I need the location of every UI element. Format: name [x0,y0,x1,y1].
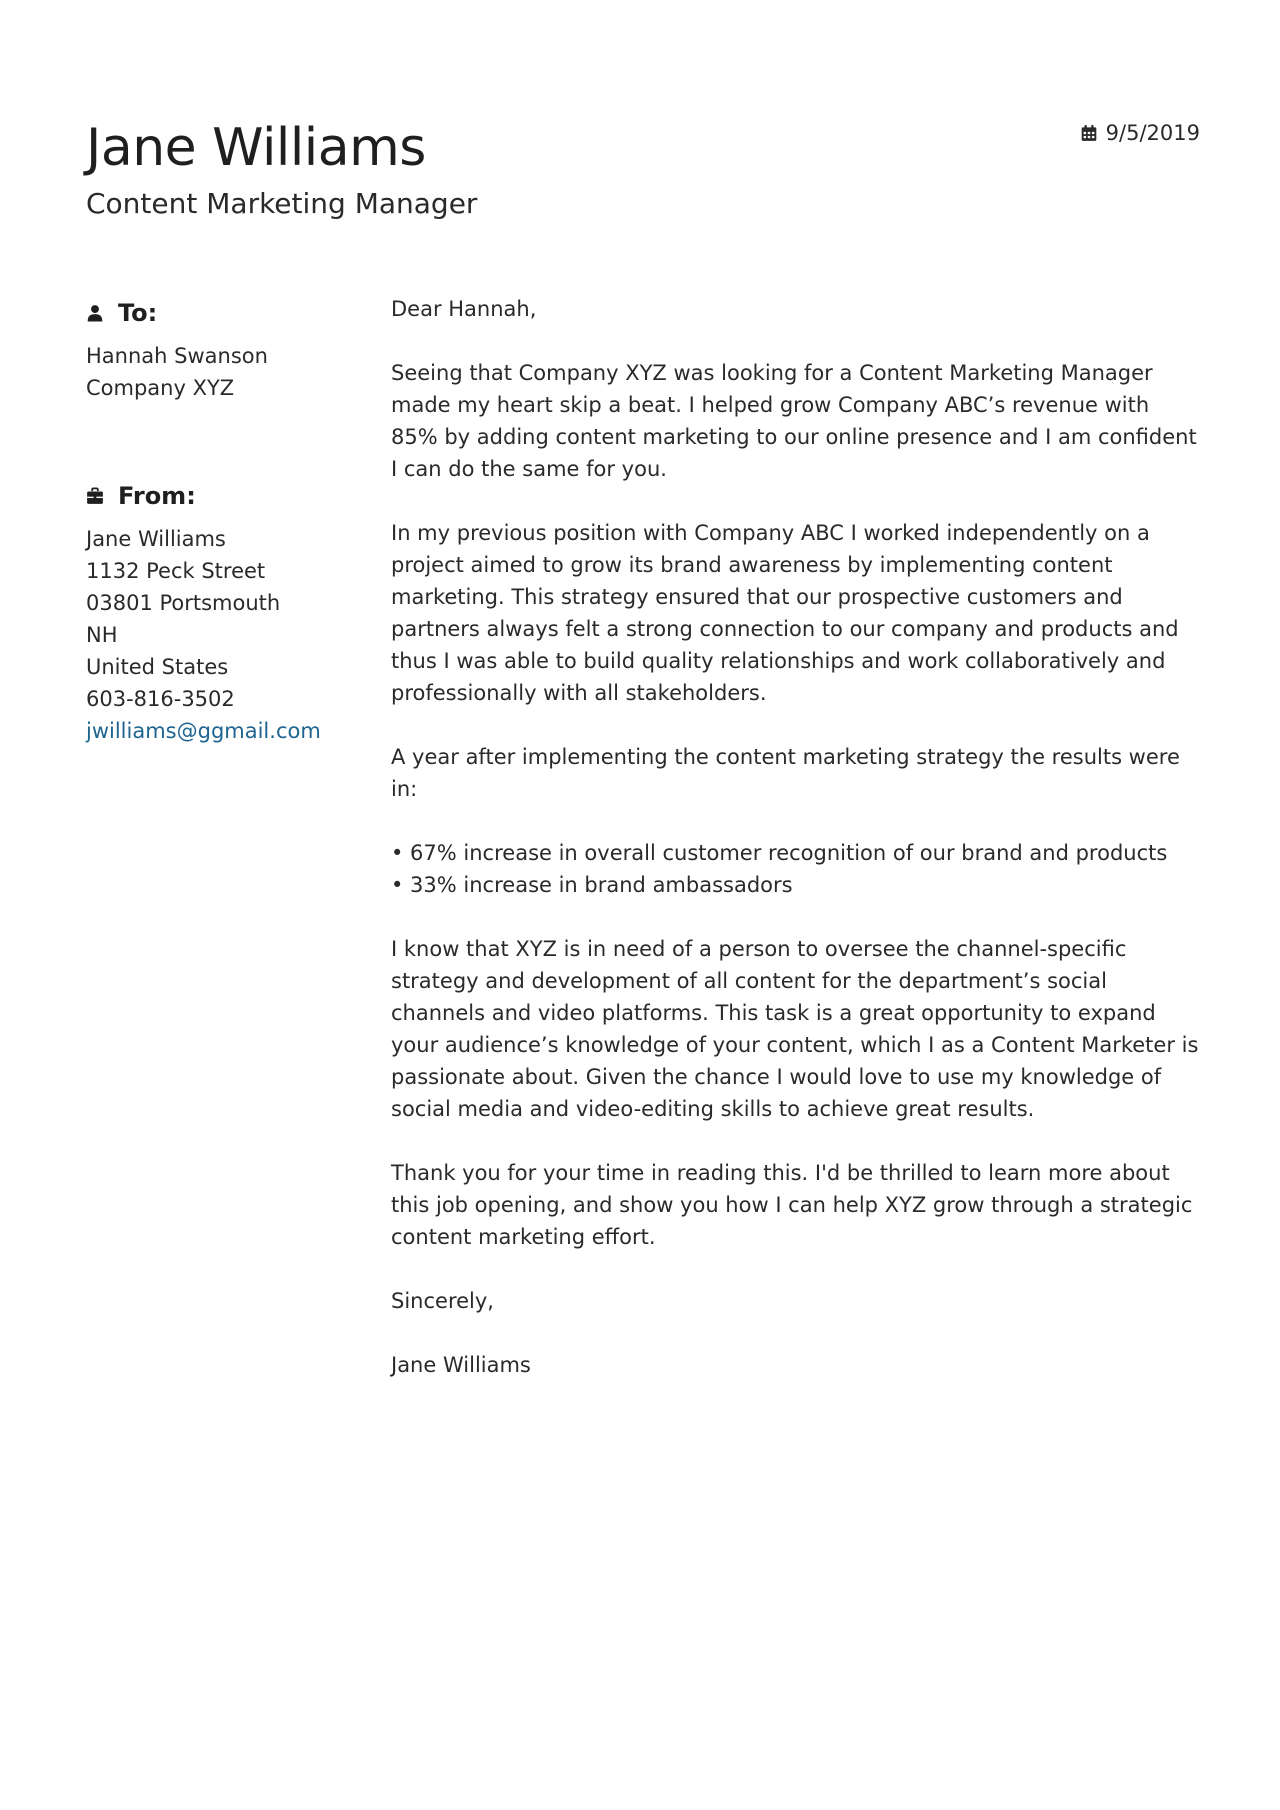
sender-lines [86,523,356,747]
sender-name: Jane Williams [86,527,226,551]
sender-country: United States [86,655,229,679]
letter-paragraph: In my previous position with Company ABC I worked independently on a project aimed to grow its brand awareness by implementing content marketing. This strategy ensured that our prospective customers and partners always felt a strong connection to our company and products and thus I was able to build quality relationships and work collaboratively and professionally with all stakeholders. [391,521,1179,705]
calendar-icon [1080,124,1098,142]
result-bullet: • 33% increase in brand ambassadors [391,873,793,897]
letter-body [391,293,1201,1413]
letter-paragraph: Seeing that Company XYZ was looking for a Content Marketing Manager made my heart skip a beat. I helped grow Company ABC’s revenue with 85% by adding content marketing to our online presence and I am confident I can do the same for you. [391,361,1197,481]
sender-heading [86,479,356,513]
letter-signature: Jane Williams [391,1353,531,1377]
recipient-name: Hannah Swanson [86,344,268,368]
recipient-heading [86,296,356,330]
sender-phone: 603-816-3502 [86,687,235,711]
sender-section [86,479,356,747]
job-title: Content Marketing Manager [86,187,478,220]
recipient-company: Company XYZ [86,376,235,400]
letter-paragraph: Thank you for your time in reading this. I'd be thrilled to learn more about this job opening, and show you how I can help XYZ grow through a strategic content marketing effort. [391,1161,1193,1249]
letter-greeting: Dear Hannah, [391,297,537,321]
letter-date [1080,118,1200,148]
recipient-heading-text: To: [118,299,158,327]
sender-name-heading: Jane Williams [86,118,426,178]
sender-city: 03801 Portsmouth [86,591,281,615]
letter-paragraph: A year after implementing the content marketing strategy the results were in: [391,745,1180,801]
sender-state: NH [86,623,118,647]
letter-closing: Sincerely, [391,1289,494,1313]
sender-email-link[interactable]: jwilliams@ggmail.com [86,719,321,743]
sender-heading-text: From: [118,482,196,510]
contact-sidebar [86,296,356,747]
sender-street: 1132 Peck Street [86,559,266,583]
briefcase-icon [86,487,104,505]
recipient-lines [86,340,356,404]
date-text: 9/5/2019 [1105,121,1200,145]
user-icon [86,304,104,322]
result-bullet: • 67% increase in overall customer recognition of our brand and products [391,841,1168,865]
results-list [391,837,1201,901]
recipient-section [86,296,356,404]
letter-paragraph: I know that XYZ is in need of a person to oversee the channel-specific strategy and development of all content for the department’s social channels and video platforms. This task is a great opportunity to expand your audience’s knowledge of your content, which I as a Content Marketer is passionate about. Given the chance I would love to use my knowledge of social media and video-editing skills to achieve great results. [391,937,1199,1121]
